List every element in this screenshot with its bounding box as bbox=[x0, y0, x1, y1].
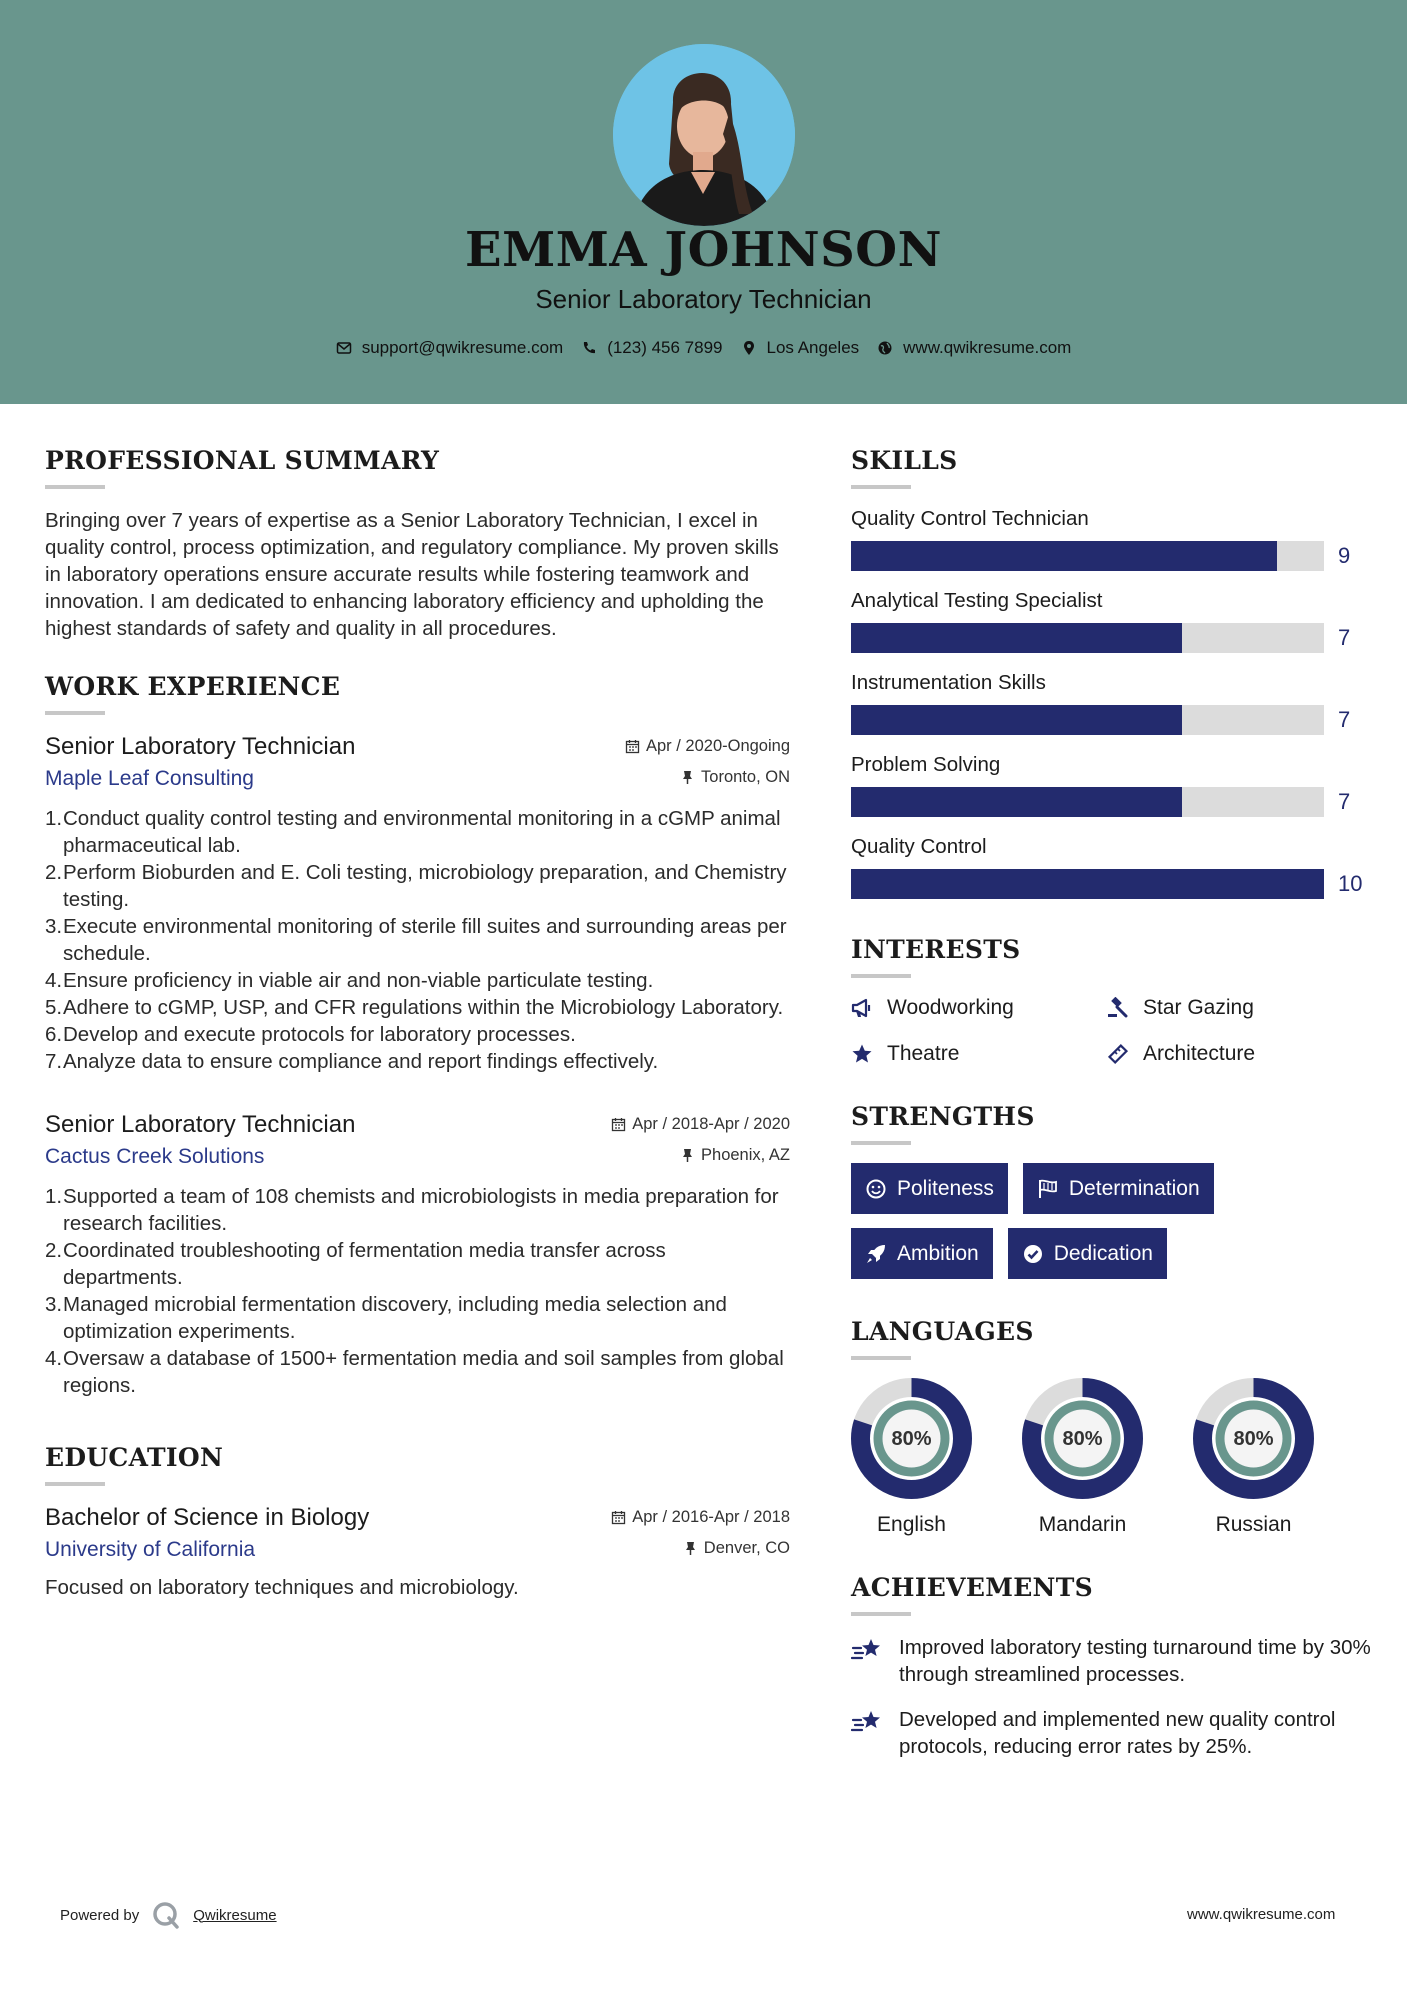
list-item: 2. Coordinated troubleshooting of fermentation media transfer across departments. bbox=[45, 1237, 790, 1291]
language-name: Mandarin bbox=[1038, 1513, 1127, 1536]
skill-label: Quality Control Technician bbox=[851, 507, 1089, 530]
language-donut bbox=[1022, 1378, 1143, 1499]
education-heading: EDUCATION bbox=[45, 1443, 224, 1472]
powered-by-text: Powered by bbox=[60, 1906, 140, 1924]
gavel-icon bbox=[1107, 997, 1129, 1019]
language-name: Russian bbox=[1215, 1513, 1292, 1536]
education-date-text: Apr / 2016-Apr / 2018 bbox=[632, 1508, 790, 1526]
skill-item bbox=[851, 589, 1371, 653]
language-item bbox=[851, 1378, 972, 1537]
check-circle-icon bbox=[1022, 1243, 1044, 1265]
education-location-text: Denver, CO bbox=[703, 1539, 790, 1557]
language-donut bbox=[851, 1378, 972, 1499]
list-item: 6. Develop and execute protocols for laboratory processes. bbox=[45, 1021, 790, 1048]
bullet-text: Coordinated troubleshooting of fermentation media transfer across departments. bbox=[63, 1239, 666, 1289]
skill-item bbox=[851, 835, 1371, 899]
contact-location bbox=[741, 338, 860, 358]
interest-item bbox=[1107, 996, 1363, 1020]
job-entry bbox=[45, 1111, 790, 1399]
skill-label: Problem Solving bbox=[851, 753, 1001, 776]
summary-text: Bringing over 7 years of expertise as a Senior Laboratory Technician, I excel in quality control, process optimization, and regulatory compliance. My proven skills in laboratory operations ensure accurate results while fostering teamwork and innovation. I am dedicated to enhancing laboratory efficiency and upholding the highest standards of safety and quality in all procedures. bbox=[45, 509, 779, 640]
list-item: 7. Analyze data to ensure compliance and report findings effectively. bbox=[45, 1048, 790, 1075]
job-bullets bbox=[45, 1183, 790, 1399]
language-item bbox=[1022, 1378, 1143, 1537]
phone-text: (123) 456 7899 bbox=[607, 338, 723, 357]
education-entry bbox=[45, 1504, 790, 1601]
bullet-text: Perform Bioburden and E. Coli testing, microbiology preparation, and Chemistry testing. bbox=[63, 861, 787, 911]
flag-icon bbox=[1037, 1178, 1059, 1200]
strength-badge bbox=[851, 1228, 993, 1279]
achievement-item bbox=[851, 1634, 1371, 1688]
portrait-image bbox=[613, 44, 795, 226]
bullet-text: Managed microbial fermentation discovery, including media selection and optimization experiments. bbox=[63, 1293, 727, 1343]
email-text: support@qwikresume.com bbox=[361, 338, 564, 357]
skill-bar bbox=[851, 541, 1324, 571]
skill-value: 10 bbox=[1338, 871, 1363, 896]
ruler-icon bbox=[1107, 1043, 1129, 1065]
skill-bar bbox=[851, 705, 1324, 735]
list-item: 1. Conduct quality control testing and environmental monitoring in a cGMP animal pharmaceutical lab. bbox=[45, 805, 790, 859]
job-location-text: Toronto, ON bbox=[701, 768, 790, 786]
shooting-star-icon bbox=[851, 1708, 883, 1738]
strength-badge bbox=[851, 1163, 1008, 1214]
skill-label: Quality Control bbox=[851, 835, 987, 858]
language-item bbox=[1193, 1378, 1314, 1537]
language-percent: 80% bbox=[1062, 1428, 1103, 1450]
job-title: Senior Laboratory Technician bbox=[45, 1111, 356, 1138]
contact-website[interactable] bbox=[877, 338, 1071, 358]
skill-bar-fill bbox=[851, 541, 1277, 571]
job-title: Senior Laboratory Technician bbox=[45, 733, 356, 760]
section-divider bbox=[851, 1141, 911, 1145]
section-divider bbox=[45, 711, 105, 715]
location-text: Los Angeles bbox=[766, 338, 860, 357]
strengths-list bbox=[851, 1163, 1271, 1279]
skill-bar-fill bbox=[851, 869, 1324, 899]
list-item: 4. Oversaw a database of 1500+ fermentation media and soil samples from global regions. bbox=[45, 1345, 790, 1399]
skill-bar-fill bbox=[851, 705, 1182, 735]
education-location bbox=[683, 1539, 790, 1558]
bullet-text: Analyze data to ensure compliance and report findings effectively. bbox=[63, 1050, 659, 1073]
section-divider bbox=[45, 1482, 105, 1486]
footer-website[interactable]: www.qwikresume.com bbox=[1187, 1906, 1336, 1923]
candidate-title: Senior Laboratory Technician bbox=[535, 284, 872, 314]
avatar bbox=[613, 44, 795, 226]
skill-bar bbox=[851, 623, 1324, 653]
skill-bar bbox=[851, 869, 1324, 899]
skill-item bbox=[851, 507, 1371, 571]
achievement-text: Developed and implemented new quality control protocols, reducing error rates by 25%. bbox=[899, 1708, 1336, 1758]
pushpin-icon bbox=[680, 1148, 695, 1163]
language-percent: 80% bbox=[1233, 1428, 1274, 1450]
interests-heading: INTERESTS bbox=[851, 935, 1021, 964]
pushpin-icon bbox=[680, 770, 695, 785]
company-name: Maple Leaf Consulting bbox=[45, 767, 254, 790]
calendar-icon bbox=[625, 739, 640, 754]
candidate-name: EMMA JOHNSON bbox=[465, 222, 942, 278]
job-location bbox=[680, 1146, 790, 1165]
strength-badge bbox=[1008, 1228, 1167, 1279]
languages-heading: LANGUAGES bbox=[851, 1317, 1034, 1346]
interest-label: Theatre bbox=[887, 1042, 960, 1065]
school-name: University of California bbox=[45, 1538, 256, 1561]
list-item: 1. Supported a team of 108 chemists and microbiologists in media preparation for research facilities. bbox=[45, 1183, 790, 1237]
qwikresume-logo-icon bbox=[151, 1900, 181, 1930]
shooting-star-icon bbox=[851, 1636, 883, 1666]
achievements-heading: ACHIEVEMENTS bbox=[851, 1573, 1093, 1602]
strength-badge bbox=[1023, 1163, 1214, 1214]
interest-label: Star Gazing bbox=[1143, 996, 1254, 1019]
skill-value: 9 bbox=[1338, 543, 1351, 568]
language-name: English bbox=[877, 1513, 946, 1536]
list-item: 2. Perform Bioburden and E. Coli testing, microbiology preparation, and Chemistry testing. bbox=[45, 859, 790, 913]
job-location-text: Phoenix, AZ bbox=[701, 1146, 790, 1164]
smile-icon bbox=[865, 1178, 887, 1200]
job-location bbox=[680, 768, 790, 787]
bullet-text: Oversaw a database of 1500+ fermentation media and soil samples from global regions. bbox=[63, 1347, 784, 1397]
interest-item bbox=[851, 1042, 1107, 1066]
skill-value: 7 bbox=[1338, 789, 1351, 814]
job-date-text: Apr / 2020-Ongoing bbox=[645, 737, 790, 755]
skill-label: Instrumentation Skills bbox=[851, 671, 1046, 694]
skill-bar-fill bbox=[851, 623, 1182, 653]
section-divider bbox=[851, 485, 911, 489]
experience-heading: WORK EXPERIENCE bbox=[45, 672, 341, 701]
megaphone-icon bbox=[851, 997, 873, 1019]
interest-item bbox=[851, 996, 1107, 1020]
summary-heading: PROFESSIONAL SUMMARY bbox=[45, 446, 440, 475]
strengths-heading: STRENGTHS bbox=[851, 1102, 1035, 1131]
skill-label: Analytical Testing Specialist bbox=[851, 589, 1103, 612]
brand-link[interactable]: Qwikresume bbox=[193, 1906, 277, 1924]
strength-label: Determination bbox=[1068, 1176, 1200, 1200]
interests-list bbox=[851, 996, 1371, 1066]
language-donut bbox=[1193, 1378, 1314, 1499]
pushpin-icon bbox=[683, 1541, 698, 1556]
calendar-icon bbox=[611, 1117, 626, 1132]
right-column bbox=[851, 446, 1371, 1778]
strength-label: Ambition bbox=[897, 1241, 979, 1265]
bullet-text: Adhere to cGMP, USP, and CFR regulations within the Microbiology Laboratory. bbox=[63, 996, 784, 1019]
contact-email[interactable] bbox=[336, 338, 564, 358]
interest-item bbox=[1107, 1042, 1363, 1066]
contact-bar bbox=[0, 338, 1407, 358]
phone-icon bbox=[581, 340, 597, 356]
education-note: Focused on laboratory techniques and microbiology. bbox=[45, 1576, 519, 1599]
bullet-text: Develop and execute protocols for laboratory processes. bbox=[63, 1023, 576, 1046]
section-divider bbox=[851, 1612, 911, 1616]
bullet-text: Conduct quality control testing and environmental monitoring in a cGMP animal pharmaceutical lab. bbox=[63, 807, 781, 857]
skill-value: 7 bbox=[1338, 707, 1351, 732]
envelope-icon bbox=[336, 340, 352, 356]
interest-label: Architecture bbox=[1143, 1042, 1256, 1065]
resume-header bbox=[0, 0, 1407, 404]
achievement-text: Improved laboratory testing turnaround time by 30% through streamlined processes. bbox=[899, 1636, 1371, 1686]
section-divider bbox=[851, 1356, 911, 1360]
list-item: 3. Execute environmental monitoring of sterile fill suites and surrounding areas per schedule. bbox=[45, 913, 790, 967]
bullet-text: Supported a team of 108 chemists and microbiologists in media preparation for research facilities. bbox=[63, 1185, 779, 1235]
language-percent: 80% bbox=[891, 1428, 932, 1450]
bullet-text: Ensure proficiency in viable air and non-viable particulate testing. bbox=[63, 969, 654, 992]
skill-value: 7 bbox=[1338, 625, 1351, 650]
skills-heading: SKILLS bbox=[851, 446, 958, 475]
rocket-icon bbox=[865, 1243, 887, 1265]
skill-bar-fill bbox=[851, 787, 1182, 817]
skill-item bbox=[851, 671, 1371, 735]
section-divider bbox=[45, 485, 105, 489]
calendar-icon bbox=[611, 1510, 626, 1525]
list-item: 3. Managed microbial fermentation discovery, including media selection and optimization experiments. bbox=[45, 1291, 790, 1345]
footer-powered-by bbox=[60, 1900, 277, 1930]
interest-label: Woodworking bbox=[887, 996, 1014, 1019]
job-date bbox=[625, 737, 790, 756]
education-date bbox=[611, 1508, 790, 1527]
skills-list bbox=[851, 507, 1371, 899]
star-icon bbox=[851, 1043, 873, 1065]
job-entry bbox=[45, 733, 790, 1075]
achievements-list bbox=[851, 1634, 1371, 1760]
degree-title: Bachelor of Science in Biology bbox=[45, 1504, 370, 1531]
achievement-item bbox=[851, 1706, 1371, 1760]
company-name: Cactus Creek Solutions bbox=[45, 1145, 265, 1168]
left-column bbox=[45, 446, 790, 1601]
website-text: www.qwikresume.com bbox=[903, 338, 1072, 357]
skill-item bbox=[851, 753, 1371, 817]
languages-list bbox=[851, 1378, 1371, 1537]
contact-phone[interactable] bbox=[581, 338, 722, 358]
map-pin-icon bbox=[741, 340, 757, 356]
strength-label: Dedication bbox=[1053, 1241, 1153, 1265]
strength-label: Politeness bbox=[897, 1176, 994, 1200]
list-item: 5. Adhere to cGMP, USP, and CFR regulations within the Microbiology Laboratory. bbox=[45, 994, 790, 1021]
section-divider bbox=[851, 974, 911, 978]
bullet-text: Execute environmental monitoring of sterile fill suites and surrounding areas per schedule. bbox=[63, 915, 787, 965]
globe-icon bbox=[877, 340, 893, 356]
job-date bbox=[611, 1115, 790, 1134]
list-item: 4. Ensure proficiency in viable air and non-viable particulate testing. bbox=[45, 967, 790, 994]
job-date-text: Apr / 2018-Apr / 2020 bbox=[632, 1115, 790, 1133]
skill-bar bbox=[851, 787, 1324, 817]
job-bullets bbox=[45, 805, 790, 1075]
